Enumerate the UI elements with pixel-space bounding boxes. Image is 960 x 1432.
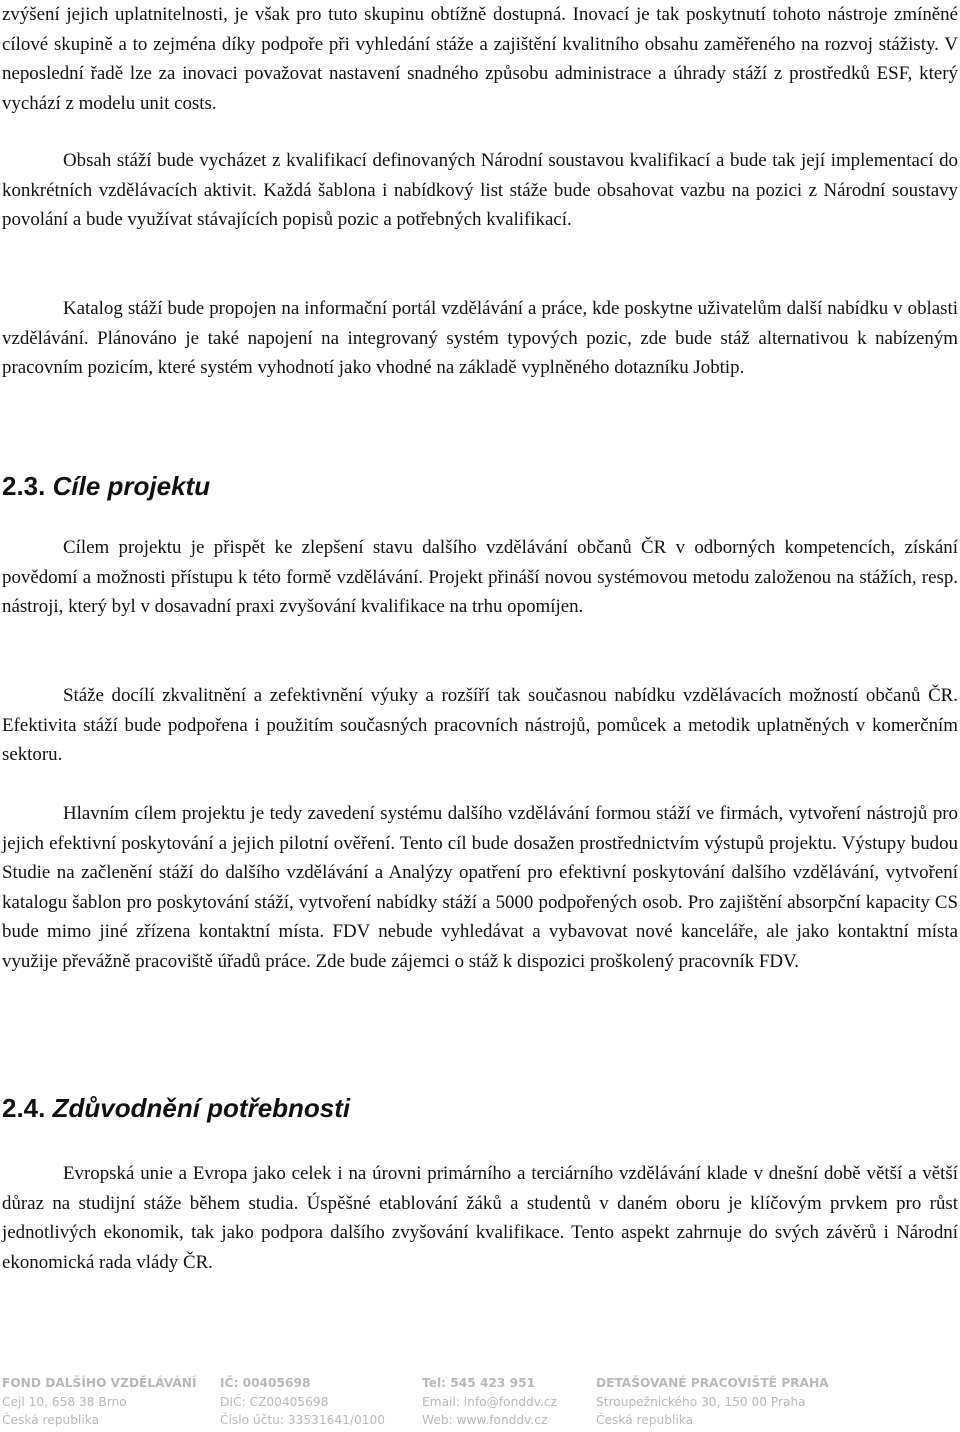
footer-branch-country: Česká republika xyxy=(596,1413,694,1428)
paragraph-5: Stáže docílí zkvalitnění a zefektivnění výuky a rozšíří tak současnou nabídku vzdělávacích možností občanů ČR. Efektivita stáží bude podpořena i použitím současných pracovních nástrojů, pomůcek a metodik uplatněných v komerčním sektoru. xyxy=(2,685,958,766)
footer-org-column xyxy=(2,1374,197,1430)
section-title: Zdůvodnění potřebnosti xyxy=(52,1093,351,1123)
footer-org-address: Cejl 10, 658 38 Brno xyxy=(2,1394,127,1409)
paragraph-4: Cílem projektu je přispět ke zlepšení stavu dalšího vzdělávání občanů ČR v odborných kompetencích, získání povědomí a možnosti přístupu k této formě vzdělávání. Projekt přináší novou systémovou metodu založenou na stážích, resp. nástroji, který byl v dosavadní praxi zvyšování kvalifikace na trhu opomíjen. xyxy=(2,537,958,618)
footer-branch-address: Stroupežnického 30, 150 00 Praha xyxy=(596,1394,806,1409)
section-number: 2.4. xyxy=(2,1093,46,1123)
footer-contact-column xyxy=(422,1374,557,1430)
paragraph-6: Hlavním cílem projektu je tedy zavedení systému dalšího vzdělávání formou stáží ve firmách, vytvoření nástrojů pro jejich efektivní poskytování a jejich pilotní ověření. Tento cíl bude dosažen prostřednictvím výstupů projektu. Výstupy budou Studie na začlenění stáží do dalšího vzdělávání a Analýzy opatření pro efektivní poskytování dalšího vzdělávání, vytvoření katalogu šablon pro poskytování stáží, vytvoření nabídky stáží a 5000 podpořených osob. Pro zajištění absorpční kapacity CS bude mimo jiné zřízena kontaktní místa. FDV nebude vyhledávat a vybavovat nové kanceláře, ale jako kontaktní místa využije převážně pracoviště úřadů práce. Zde bude zájemci o stáž k dispozici proškolený pracovník FDV. xyxy=(2,803,958,972)
section-heading-2-4 xyxy=(2,1092,350,1124)
footer-phone: Tel: 545 423 951 xyxy=(422,1376,536,1390)
paragraph-7: Evropská unie a Evropa jako celek i na úrovni primárního a terciárního vzdělávání klade v dnešní době větší a větší důraz na studijní stáže během studia. Úspěšné etablování žáků a studentů v daném oboru je klíčovým prvkem pro růst jednotlivých ekonomik, tak jako podpora dalšího zvyšování kvalifikace. Tento aspekt zahrnuje do svých závěrů i Národní ekonomická rada vlády ČR. xyxy=(2,1163,958,1273)
paragraph-3: Katalog stáží bude propojen na informační portál vzdělávání a práce, kde poskytne uživatelům další nabídku v oblasti vzdělávání. Plánováno je také napojení na integrovaný systém typových pozic, zde bude stáž alternativou k nabízeným pracovním pozicím, které systém vyhodnotí jako vhodné na základě vyplněného dotazníku Jobtip. xyxy=(2,298,958,379)
footer-account: Číslo účtu: 33531641/0100 xyxy=(220,1413,386,1428)
footer-branch-name: DETAŠOVANÉ PRACOVIŠTĚ PRAHA xyxy=(596,1376,829,1390)
footer-ids-column xyxy=(220,1374,385,1430)
section-heading-2-3 xyxy=(2,470,210,502)
paragraph-1: zvýšení jejich uplatnitelnosti, je však pro tuto skupinu obtížně dostupná. Inovací je tak poskytnutí tohoto nástroje zmíněné cílové skupině a to zejména díky podpoře při vyhledání stáže a zajištění kvalitního obsahu zaměřeného na rozvoj stážisty. V neposlední řadě lze za inovaci považovat nastavení snadného způsobu administrace a úhrady stáží z prostředků ESF, který vychází z modelu unit costs. xyxy=(2,4,958,114)
paragraph-2: Obsah stáží bude vycházet z kvalifikací definovaných Národní soustavou kvalifikací a bude tak její implementací do konkrétních vzdělávacích aktivit. Každá šablona i nabídkový list stáže bude obsahovat vazbu na pozici z Národní soustavy povolání a bude využívat stávajících popisů pozic a potřebných kvalifikací. xyxy=(2,150,958,231)
page-footer xyxy=(2,1374,958,1430)
footer-org-country: Česká republika xyxy=(2,1413,100,1428)
section-title: Cíle projektu xyxy=(52,471,211,501)
footer-dic: DIČ: CZ00405698 xyxy=(220,1394,329,1409)
section-number: 2.3. xyxy=(2,471,46,501)
footer-org-name: FOND DALŠÍHO VZDĚLÁVÁNÍ xyxy=(2,1376,197,1390)
footer-email: Email: info@fonddv.cz xyxy=(422,1394,558,1409)
footer-branch-column xyxy=(596,1374,829,1430)
footer-ico: IČ: 00405698 xyxy=(220,1376,311,1390)
footer-web: Web: www.fonddv.cz xyxy=(422,1413,548,1428)
